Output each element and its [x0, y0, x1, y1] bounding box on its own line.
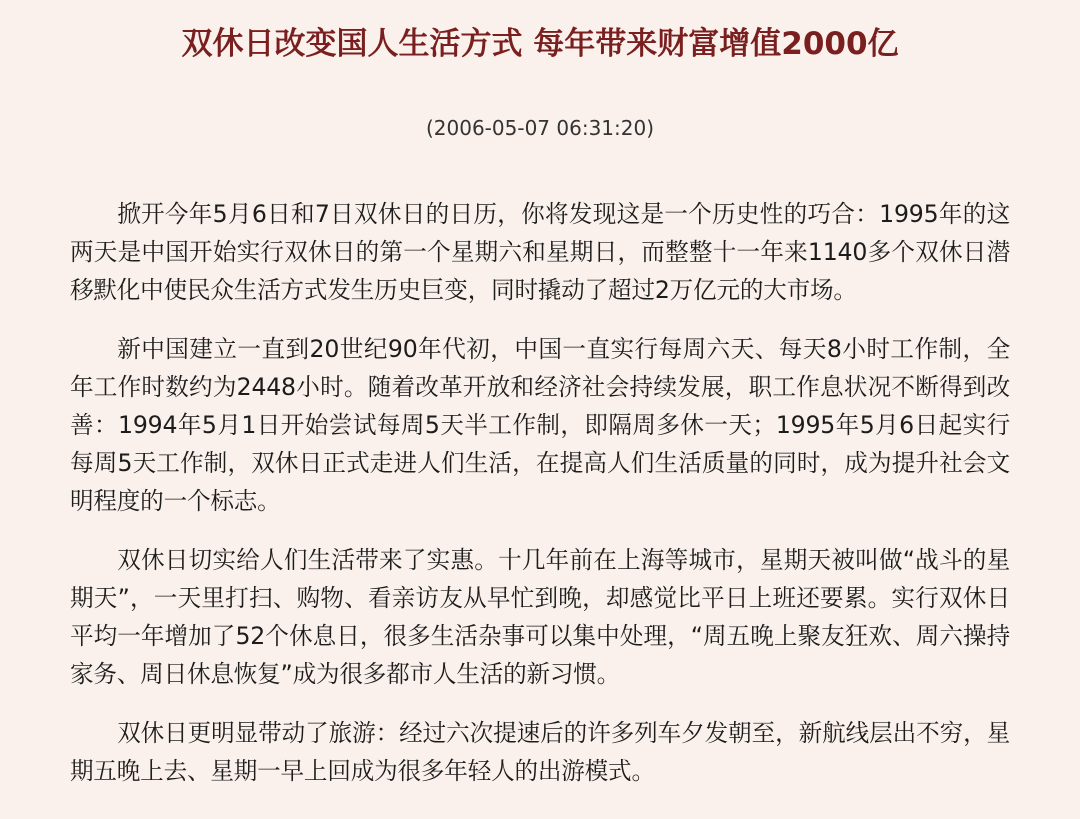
article-paragraph-3: 双休日切实给人们生活带来了实惠。十几年前在上海等城市，星期天被叫做“战斗的星期天”，一天里打扫、购物、看亲访友从早忙到晚，却感觉比平日上班还要累。实行双休日平均一年增加了52个休息日，很多生活杂事可以集中处理，“周五晚上聚友狂欢、周六操持家务、周日休息恢复”成为很多都市人生活的新习惯。 — [70, 546, 1010, 688]
article-paragraph-2: 新中国建立一直到20世纪90年代初，中国一直实行每周六天、每天8小时工作制，全年工作时数约为2448小时。随着改革开放和经济社会持续发展，职工作息状况不断得到改善：1994年5月1日开始尝试每周5天半工作制，即隔周多休一天；1995年5月6日起实行每周5天工作制，双休日正式走进人们生活，在提高人们生活质量的同时，成为提升社会文明程度的一个标志。 — [70, 335, 1010, 515]
article-paragraph-4: 双休日更明显带动了旅游：经过六次提速后的许多列车夕发朝至，新航线层出不穷，星期五晚上去、星期一早上回成为很多年轻人的出游模式。 — [70, 719, 1010, 785]
article-title: 双休日改变国人生活方式 每年带来财富增值2000亿 — [181, 26, 899, 62]
publish-timestamp: (2006-05-07 06:31:20) — [425, 116, 655, 140]
article-body — [70, 195, 1010, 790]
article-paragraph-1: 掀开今年5月6日和7日双休日的日历，你将发现这是一个历史性的巧合：1995年的这两天是中国开始实行双休日的第一个星期六和星期日，而整整十一年来1140多个双休日潜移默化中使民众生活方式发生历史巨变，同时撬动了超过2万亿元的大市场。 — [70, 200, 1010, 304]
